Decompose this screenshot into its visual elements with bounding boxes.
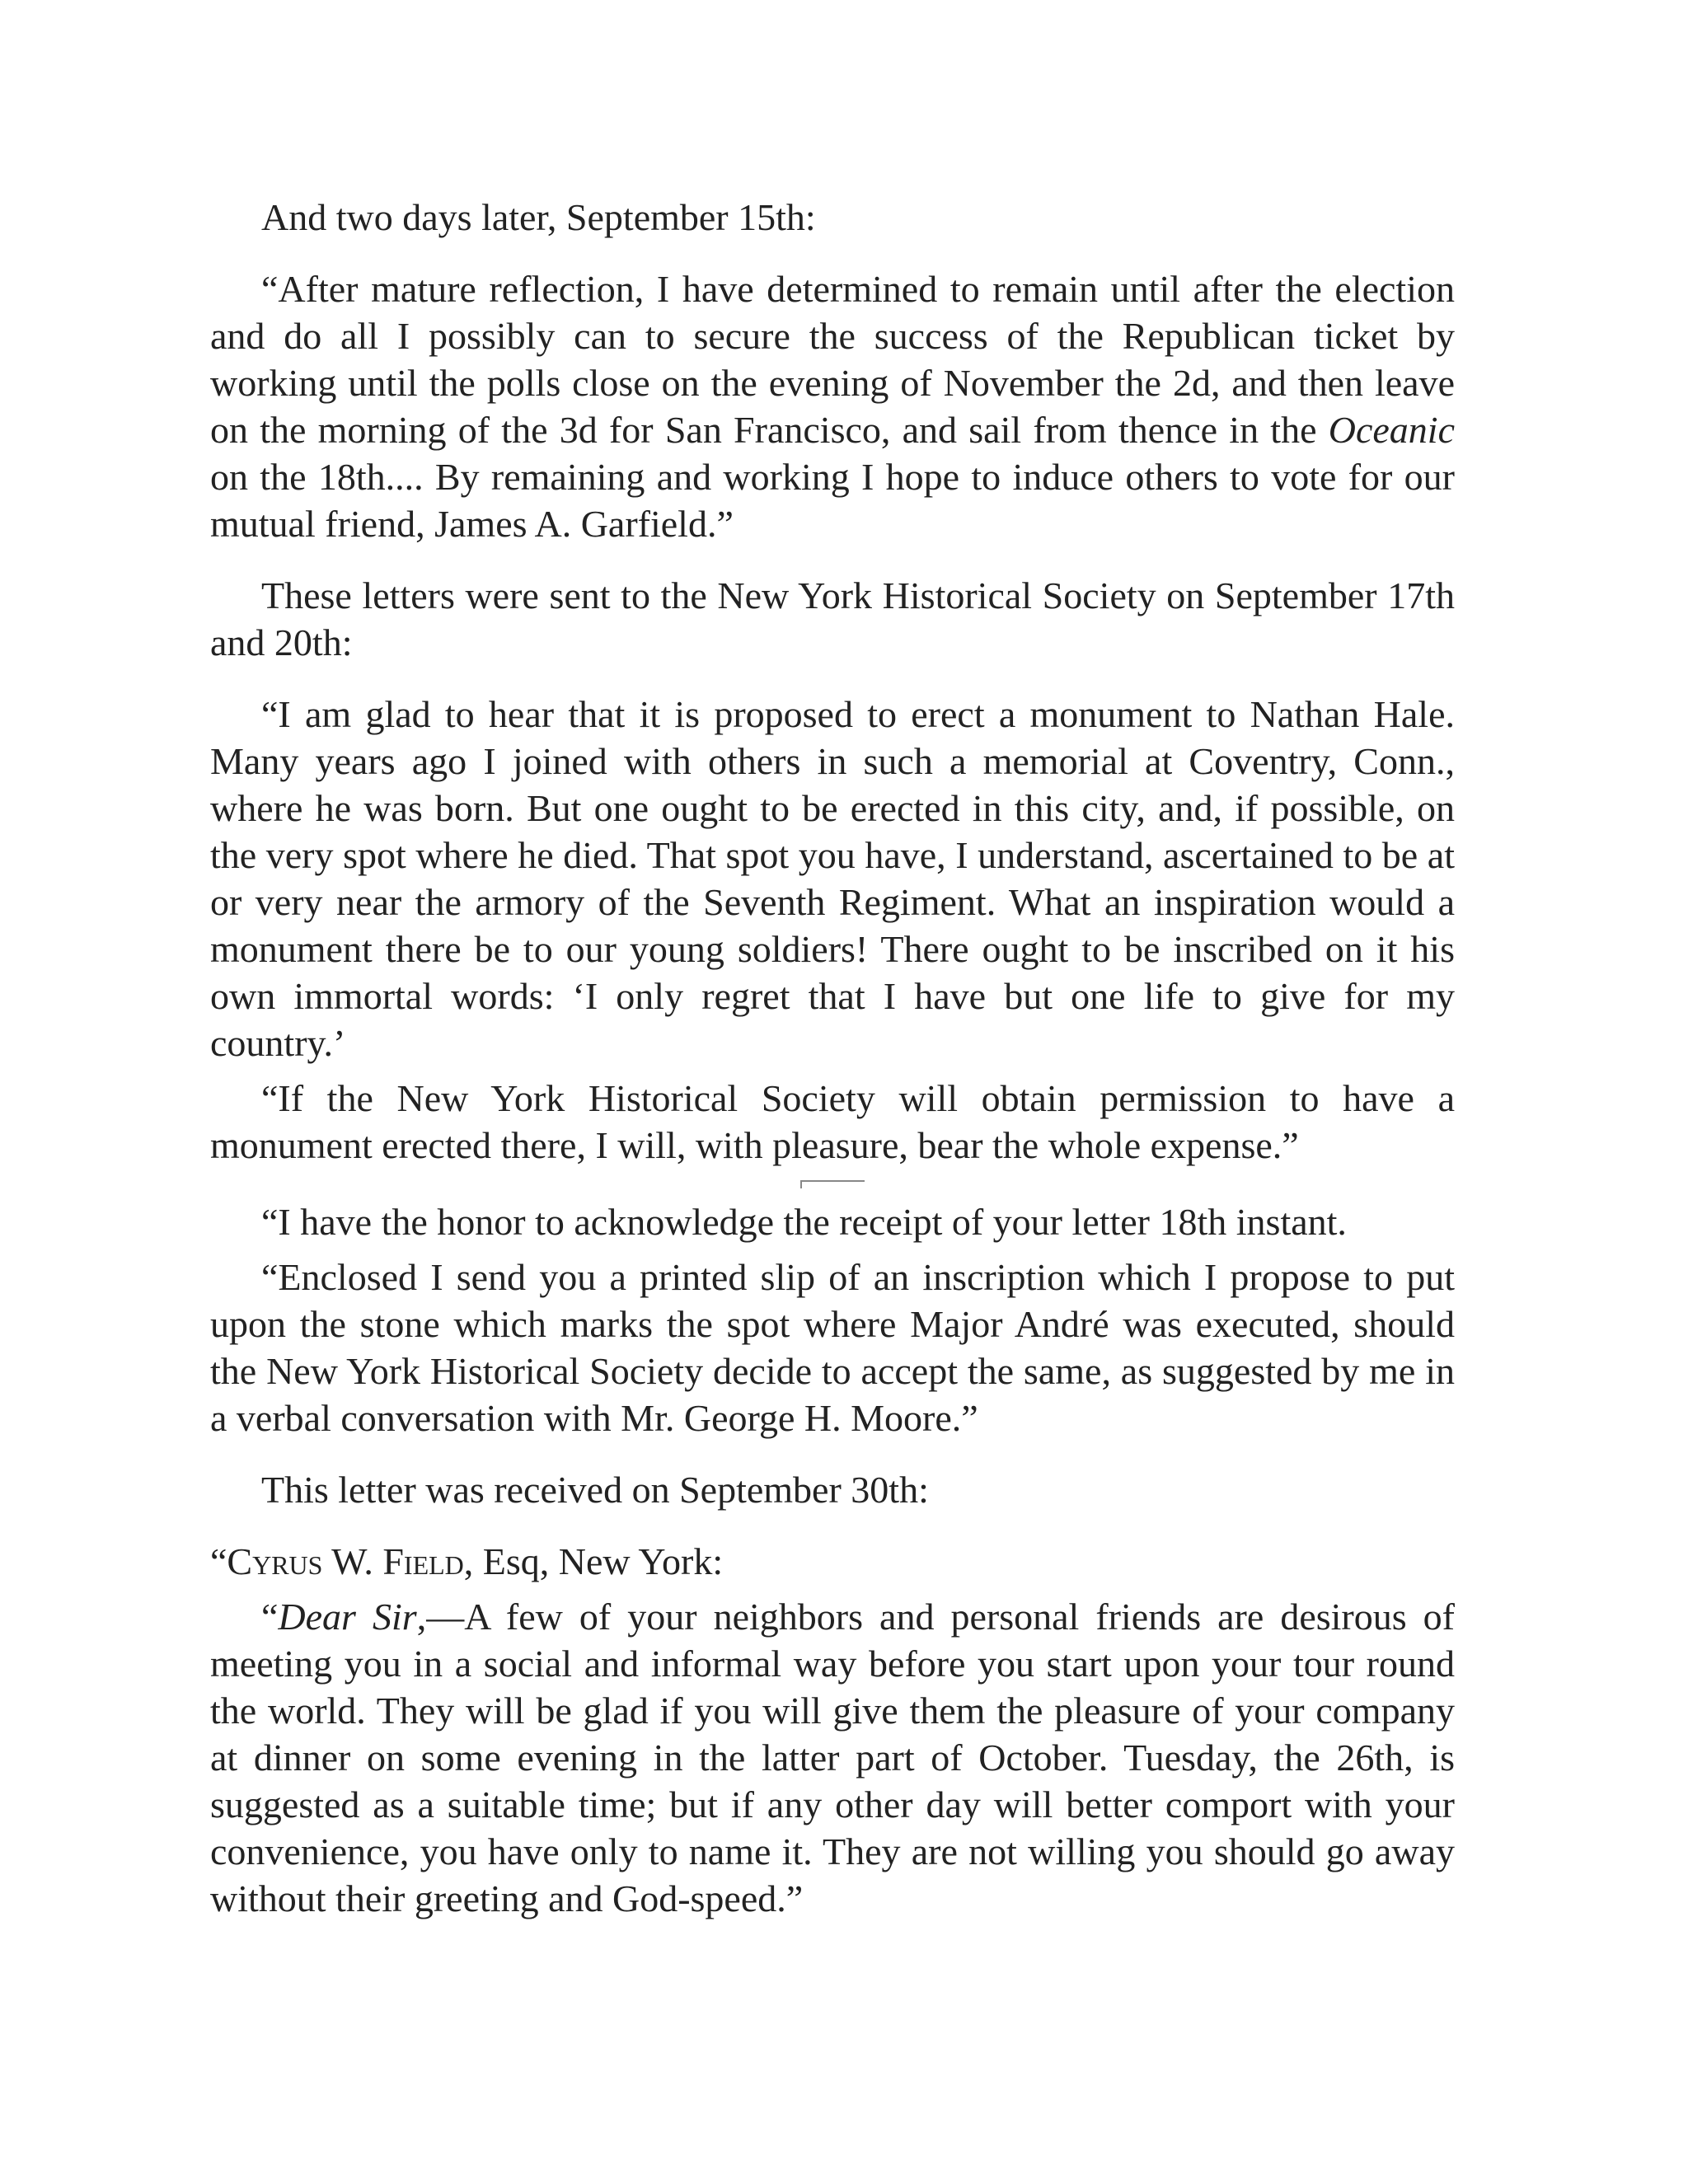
salutation: Dear Sir bbox=[278, 1596, 417, 1638]
paragraph-intro: And two days later, September 15th: bbox=[261, 196, 816, 238]
paragraph-acknowledge: “I have the honor to acknowledge the receipt of your letter 18th instant. bbox=[261, 1201, 1347, 1243]
recipient-name: Cyrus W. Field bbox=[227, 1540, 464, 1582]
paragraph-letters-sent: These letters were sent to the New York Historical Society on September 17th and 20th: bbox=[210, 574, 1455, 663]
paragraph-nathan-hale: “I am glad to hear that it is proposed to erect a monument to Nathan Hale. Many years ago I joined with others in such a memorial at Coventry, Conn., where he was born. But one ought to be erected in this city, and, if possible, on the very spot where he died. That spot you have, I understand, ascertained to be at or very near the armory of the Seventh Regiment. What an inspiration would a monument there be to our young soldiers! There ought to be inscribed on it his own immortal words: ‘I only regret that I have but one life to give for my country.’ bbox=[210, 693, 1455, 1064]
paragraph-monument-expense: “If the New York Historical Society will obtain permission to have a monument erected there, I will, with pleasure, bear the whole expense.” bbox=[210, 1077, 1455, 1166]
salutation-address bbox=[210, 1538, 1455, 1585]
paragraph-letter-received: This letter was received on September 30th: bbox=[261, 1469, 929, 1511]
paragraph-andre-inscription: “Enclosed I send you a printed slip of an inscription which I propose to put upon the stone which marks the spot where Major André was executed, should the New York Historical Society decide to accept the same, as suggested by me in a verbal conversation with Mr. George H. Moore.” bbox=[210, 1256, 1455, 1439]
text-run: , Esq, New York: bbox=[463, 1540, 724, 1582]
text-run: ,—A few of your neighbors and personal friends are desirous of meeting you in a social and informal way before you start upon your tour round the world. They will be glad if you will give them the pleasure of your company at dinner on some evening in the latter part of October. Tuesday, the 26th, is suggested as a suitable time; but if any other day will better comport with your convenience, you have only to name it. They are not willing you should go away without their greeting and God-speed.” bbox=[210, 1596, 1455, 1919]
paragraph-dinner-invitation bbox=[210, 1593, 1455, 1922]
text-run: on the 18th.... By remaining and working I hope to induce others to vote for our mutual friend, James A. Garfield.” bbox=[210, 456, 1455, 545]
text-run: “ bbox=[261, 1596, 279, 1638]
page-body bbox=[210, 194, 1455, 1922]
text-run: “After mature reflection, I have determined to remain until after the election and do all I possibly can to secure the success of the Republican ticket by working until the polls close on the evening of November the 2d, and then leave on the morning of the 3d for San Francisco, and sail from thence in the bbox=[210, 268, 1455, 451]
ship-name: Oceanic bbox=[1328, 409, 1455, 451]
section-divider bbox=[800, 1180, 865, 1188]
paragraph-letter-sept-15 bbox=[210, 265, 1455, 547]
text-run: “ bbox=[210, 1540, 227, 1582]
